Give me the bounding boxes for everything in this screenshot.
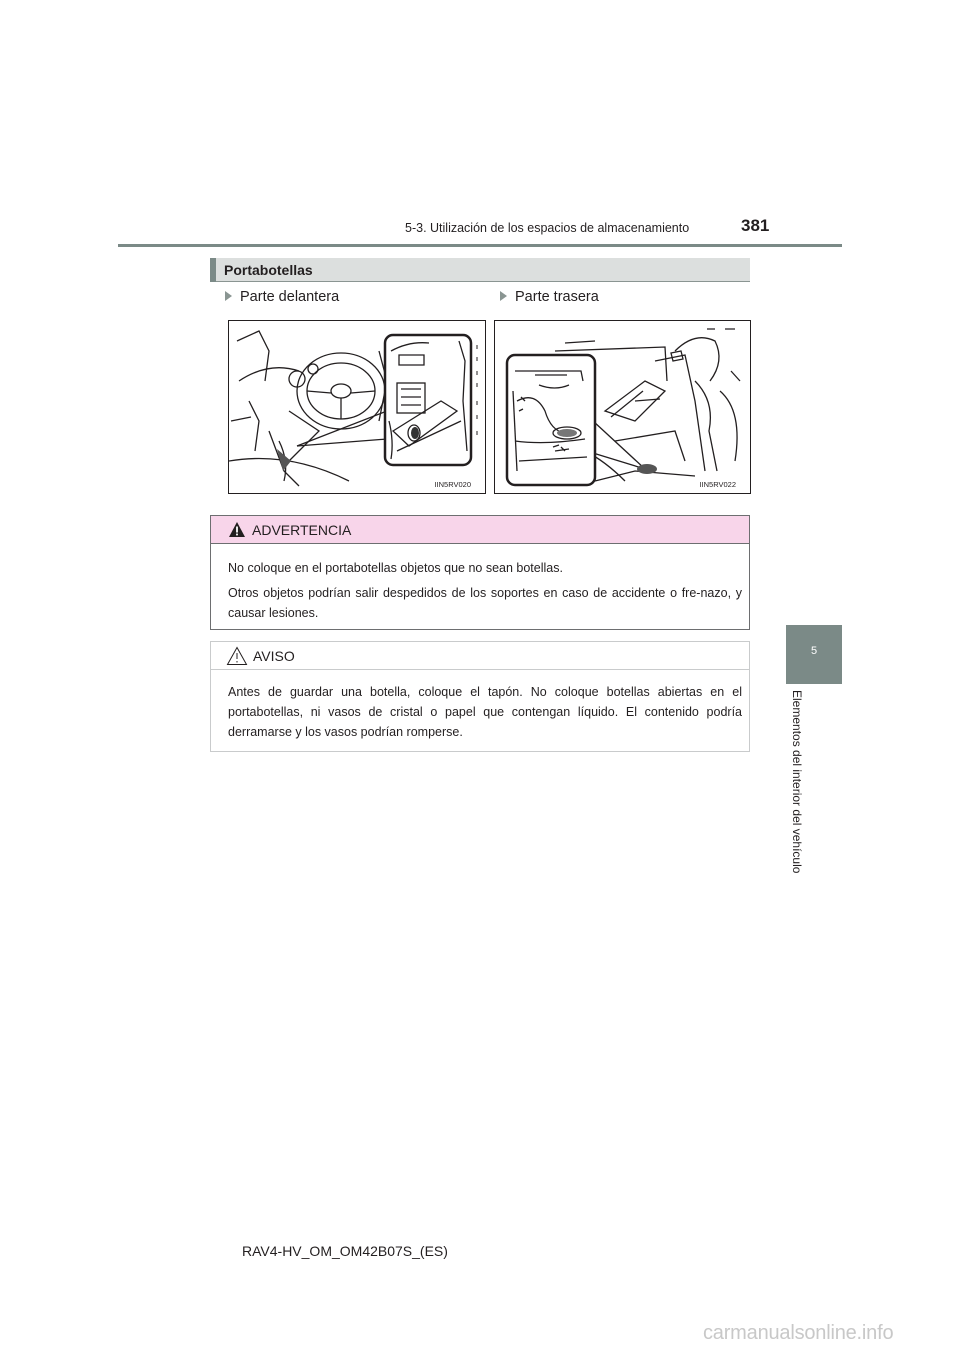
section-title: Portabotellas [224, 262, 313, 278]
chapter-title-vertical: Elementos del interior del vehículo [790, 690, 804, 874]
caption-triangle-icon [225, 291, 232, 301]
warning-paragraph: No coloque en el portabotellas objetos que no sean botellas. [228, 561, 563, 575]
section-bar-accent [210, 258, 216, 282]
figure-caption-rear [500, 289, 599, 305]
figure-code-rear: IIN5RV022 [699, 480, 736, 489]
caption-triangle-icon [500, 291, 507, 301]
figure-front-bottle-holder [228, 320, 486, 494]
header-rule [118, 244, 842, 247]
caption-front-text: Parte delantera [240, 289, 340, 305]
warning-body [228, 558, 742, 628]
warning-title: ADVERTENCIA [252, 522, 352, 538]
notice-text: Antes de guardar una botella, coloque el tapón. No coloque botellas abiertas en el portabotellas, ni vasos de cristal o papel que contengan líquido. El contenido podría derramarse y los vasos podrían romperse. [228, 685, 742, 739]
footer-model-code: RAV4-HV_OM_OM42B07S_(ES) [242, 1243, 448, 1259]
rear-interior-illustration [495, 321, 750, 493]
header-section-title: 5-3. Utilización de los espacios de almacenamiento [405, 221, 690, 235]
warning-paragraph: Otros objetos podrían salir despedidos de los soportes en caso de accidente o fre-nazo, y causar lesiones. [228, 586, 742, 620]
watermark: carmanualsonline.info [703, 1322, 894, 1344]
chapter-tab [786, 625, 842, 684]
caution-outline-triangle-icon [226, 646, 248, 666]
warning-triangle-icon [228, 521, 246, 538]
chapter-number: 5 [810, 645, 818, 657]
notice-box [210, 641, 750, 752]
warning-box [210, 515, 750, 630]
page-number: 381 [741, 216, 770, 235]
notice-header [211, 642, 749, 670]
section-title-bar [210, 258, 750, 282]
warning-header [211, 516, 749, 544]
caption-rear-text: Parte trasera [515, 289, 599, 305]
figure-rear-bottle-holder [494, 320, 751, 494]
figure-code-front: IIN5RV020 [434, 480, 471, 489]
figure-caption-front [225, 289, 339, 305]
front-interior-illustration [229, 321, 485, 493]
notice-title: AVISO [253, 648, 295, 664]
